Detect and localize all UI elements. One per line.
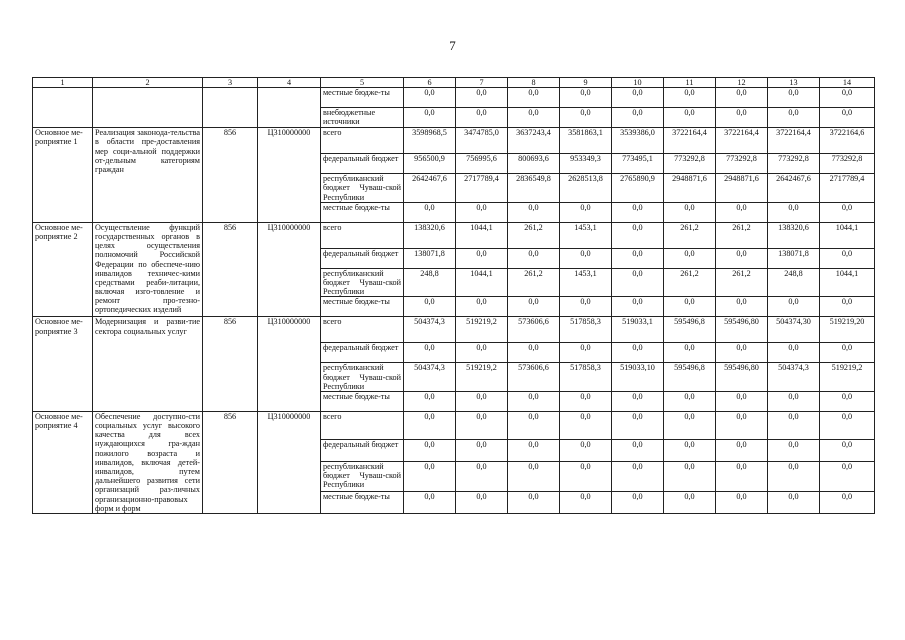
value-cell: 0,0 <box>456 461 508 492</box>
value-cell: 0,0 <box>404 411 456 439</box>
value-cell: 519033,1 <box>612 317 664 343</box>
value-cell: 0,0 <box>404 391 456 411</box>
value-cell: 800693,6 <box>508 154 560 174</box>
value-cell: 0,0 <box>612 411 664 439</box>
column-header: 12 <box>716 78 768 88</box>
value-cell: 0,0 <box>820 411 875 439</box>
value-cell: 953349,3 <box>560 154 612 174</box>
value-cell: 0,0 <box>404 202 456 222</box>
value-cell: 0,0 <box>560 492 612 514</box>
value-cell: 138320,6 <box>404 222 456 248</box>
value-cell: 2717789,4 <box>820 174 875 203</box>
value-cell: 0,0 <box>456 411 508 439</box>
value-cell: 0,0 <box>508 492 560 514</box>
value-cell: 138071,8 <box>404 248 456 268</box>
funding-source: федеральный бюджет <box>321 248 404 268</box>
page-number: 7 <box>449 38 456 53</box>
value-cell: 138320,6 <box>768 222 820 248</box>
value-cell: 248,8 <box>404 268 456 297</box>
column-header: 10 <box>612 78 664 88</box>
value-cell: 0,0 <box>404 297 456 317</box>
value-cell: 0,0 <box>716 88 768 108</box>
value-cell: 0,0 <box>456 248 508 268</box>
value-cell: 0,0 <box>508 391 560 411</box>
column-header: 5 <box>321 78 404 88</box>
value-cell: 1044,1 <box>820 268 875 297</box>
value-cell: 0,0 <box>716 411 768 439</box>
value-cell: 0,0 <box>508 88 560 108</box>
value-cell: 0,0 <box>768 343 820 363</box>
funding-source: республиканский бюджет Чуваш-ской Республики <box>321 461 404 492</box>
value-cell: 261,2 <box>508 268 560 297</box>
value-cell: 3637243,4 <box>508 128 560 154</box>
value-cell: 2642467,6 <box>404 174 456 203</box>
value-cell: 573606,6 <box>508 317 560 343</box>
value-cell: 0,0 <box>560 248 612 268</box>
value-cell: 773292,8 <box>716 154 768 174</box>
value-cell: 3581863,1 <box>560 128 612 154</box>
value-cell: 519219,2 <box>456 317 508 343</box>
table-row <box>33 317 875 343</box>
value-cell: 0,0 <box>560 461 612 492</box>
value-cell: 595496,8 <box>664 363 716 392</box>
value-cell: 0,0 <box>820 88 875 108</box>
funding-source: всего <box>321 411 404 439</box>
value-cell: 0,0 <box>612 202 664 222</box>
table-row <box>33 88 875 108</box>
value-cell: 1453,1 <box>560 222 612 248</box>
value-cell: 2642467,6 <box>768 174 820 203</box>
column-header: 7 <box>456 78 508 88</box>
value-cell: 0,0 <box>820 343 875 363</box>
column-header-row <box>33 78 875 88</box>
value-cell: 0,0 <box>508 411 560 439</box>
column-header: 14 <box>820 78 875 88</box>
value-cell: 0,0 <box>508 297 560 317</box>
value-cell: 3598968,5 <box>404 128 456 154</box>
value-cell: 504374,3 <box>404 317 456 343</box>
value-cell: 0,0 <box>612 297 664 317</box>
value-cell: 0,0 <box>508 343 560 363</box>
value-cell: 261,2 <box>664 222 716 248</box>
value-cell: 0,0 <box>768 461 820 492</box>
budget-class-code: Ц310000000 <box>258 128 321 223</box>
funding-source: федеральный бюджет <box>321 154 404 174</box>
value-cell: 1044,1 <box>456 222 508 248</box>
funding-source: местные бюдже-ты <box>321 202 404 222</box>
value-cell: 0,0 <box>612 268 664 297</box>
value-cell: 0,0 <box>716 391 768 411</box>
value-cell: 0,0 <box>664 248 716 268</box>
grbs-code: 856 <box>203 128 258 223</box>
value-cell: 519219,2 <box>820 363 875 392</box>
column-header: 1 <box>33 78 93 88</box>
value-cell: 0,0 <box>560 108 612 128</box>
column-header: 4 <box>258 78 321 88</box>
value-cell: 248,8 <box>768 268 820 297</box>
column-header: 11 <box>664 78 716 88</box>
value-cell: 0,0 <box>716 343 768 363</box>
value-cell: 0,0 <box>716 492 768 514</box>
value-cell: 3539386,0 <box>612 128 664 154</box>
column-header: 3 <box>203 78 258 88</box>
value-cell: 773292,8 <box>820 154 875 174</box>
value-cell: 2765890,9 <box>612 174 664 203</box>
value-cell: 0,0 <box>456 439 508 461</box>
value-cell: 0,0 <box>560 202 612 222</box>
value-cell: 3474785,0 <box>456 128 508 154</box>
value-cell: 0,0 <box>664 297 716 317</box>
value-cell: 2628513,8 <box>560 174 612 203</box>
value-cell: 1453,1 <box>560 268 612 297</box>
funding-source: республиканский бюджет Чуваш-ской Республики <box>321 363 404 392</box>
funding-source: федеральный бюджет <box>321 343 404 363</box>
event-cell <box>33 88 93 128</box>
value-cell: 138071,8 <box>768 248 820 268</box>
value-cell: 0,0 <box>664 88 716 108</box>
value-cell: 0,0 <box>456 202 508 222</box>
value-cell: 0,0 <box>404 492 456 514</box>
funding-source: всего <box>321 128 404 154</box>
value-cell: 0,0 <box>820 202 875 222</box>
value-cell: 504374,3 <box>404 363 456 392</box>
value-cell: 0,0 <box>768 391 820 411</box>
column-header: 2 <box>93 78 203 88</box>
value-cell: 0,0 <box>768 411 820 439</box>
value-cell: 3722164,6 <box>820 128 875 154</box>
funding-source: республиканский бюджет Чуваш-ской Республики <box>321 268 404 297</box>
funding-source: местные бюдже-ты <box>321 297 404 317</box>
value-cell: 0,0 <box>768 297 820 317</box>
value-cell: 261,2 <box>508 222 560 248</box>
value-cell: 261,2 <box>716 222 768 248</box>
grbs-code: 856 <box>203 317 258 412</box>
value-cell: 0,0 <box>560 439 612 461</box>
event-description: Модернизация и разви-тие сектора социальных услуг <box>93 317 203 412</box>
value-cell: 0,0 <box>612 88 664 108</box>
value-cell: 756995,6 <box>456 154 508 174</box>
value-cell: 3722164,4 <box>768 128 820 154</box>
value-cell: 0,0 <box>716 439 768 461</box>
value-cell: 2836549,8 <box>508 174 560 203</box>
value-cell: 0,0 <box>820 108 875 128</box>
value-cell: 0,0 <box>508 108 560 128</box>
value-cell: 0,0 <box>560 297 612 317</box>
value-cell: 0,0 <box>820 492 875 514</box>
value-cell: 0,0 <box>716 202 768 222</box>
value-cell: 0,0 <box>456 492 508 514</box>
value-cell: 0,0 <box>664 391 716 411</box>
value-cell: 0,0 <box>820 248 875 268</box>
value-cell: 773292,8 <box>768 154 820 174</box>
value-cell: 0,0 <box>612 439 664 461</box>
event-name: Основное ме-роприятие 4 <box>33 411 93 513</box>
value-cell: 261,2 <box>664 268 716 297</box>
value-cell: 504374,3 <box>768 363 820 392</box>
event-description: Осуществление функций государственных органов в целях осуществления полномочий Российской Федерации по обеспече-нию инвалидов техничес-кими средствами реаби-литации, включая изго-товление и ремонт про-тезно-ортопедических изделий <box>93 222 203 317</box>
value-cell: 0,0 <box>404 343 456 363</box>
funding-source: республиканский бюджет Чуваш-ской Республики <box>321 174 404 203</box>
value-cell: 0,0 <box>820 391 875 411</box>
value-cell: 504374,30 <box>768 317 820 343</box>
value-cell: 0,0 <box>612 343 664 363</box>
value-cell: 0,0 <box>716 297 768 317</box>
value-cell: 0,0 <box>404 439 456 461</box>
value-cell: 0,0 <box>508 439 560 461</box>
value-cell: 0,0 <box>716 108 768 128</box>
value-cell: 519219,2 <box>456 363 508 392</box>
funding-source: внебюджетные источники <box>321 108 404 128</box>
value-cell: 0,0 <box>768 439 820 461</box>
event-name: Основное ме-роприятие 1 <box>33 128 93 223</box>
value-cell: 0,0 <box>612 461 664 492</box>
value-cell: 0,0 <box>456 343 508 363</box>
value-cell: 0,0 <box>768 202 820 222</box>
value-cell: 517858,3 <box>560 317 612 343</box>
value-cell: 773292,8 <box>664 154 716 174</box>
value-cell: 595496,80 <box>716 317 768 343</box>
value-cell: 0,0 <box>612 222 664 248</box>
value-cell: 3722164,4 <box>716 128 768 154</box>
value-cell: 2717789,4 <box>456 174 508 203</box>
value-cell: 0,0 <box>664 461 716 492</box>
value-cell: 1044,1 <box>820 222 875 248</box>
grbs-code: 856 <box>203 222 258 317</box>
value-cell: 0,0 <box>664 202 716 222</box>
value-cell: 1044,1 <box>456 268 508 297</box>
event-name: Основное ме-роприятие 2 <box>33 222 93 317</box>
value-cell: 0,0 <box>508 202 560 222</box>
code-cell <box>258 88 321 128</box>
value-cell: 0,0 <box>456 88 508 108</box>
funding-source: местные бюдже-ты <box>321 492 404 514</box>
budget-class-code: Ц310000000 <box>258 411 321 513</box>
funding-source: местные бюдже-ты <box>321 391 404 411</box>
value-cell: 2948871,6 <box>664 174 716 203</box>
value-cell: 0,0 <box>664 343 716 363</box>
value-cell: 956500,9 <box>404 154 456 174</box>
value-cell: 517858,3 <box>560 363 612 392</box>
value-cell: 0,0 <box>508 461 560 492</box>
value-cell: 0,0 <box>560 391 612 411</box>
value-cell: 0,0 <box>664 108 716 128</box>
description-cell <box>93 88 203 128</box>
value-cell: 0,0 <box>716 248 768 268</box>
event-description: Реализация законода-тельства в области пре-доставления мер соци-альной поддержки от-дельным категориям граждан <box>93 128 203 223</box>
value-cell: 519033,10 <box>612 363 664 392</box>
value-cell: 0,0 <box>404 108 456 128</box>
funding-source: местные бюдже-ты <box>321 88 404 108</box>
table-row <box>33 411 875 439</box>
value-cell: 3722164,4 <box>664 128 716 154</box>
value-cell: 2948871,6 <box>716 174 768 203</box>
funding-source: федеральный бюджет <box>321 439 404 461</box>
value-cell: 0,0 <box>768 108 820 128</box>
event-description: Обеспечение доступно-сти социальных услуг высокого качества для всех нуждающихся гра-ждан пожилого возраста и инвалидов, включая детей-инвалидов, путем дальнейшего развития сети организаций раз-личных организационно-правовых форм и форм <box>93 411 203 513</box>
grbs-cell <box>203 88 258 128</box>
value-cell: 0,0 <box>820 461 875 492</box>
column-header: 9 <box>560 78 612 88</box>
value-cell: 0,0 <box>716 461 768 492</box>
value-cell: 0,0 <box>612 391 664 411</box>
value-cell: 0,0 <box>560 411 612 439</box>
value-cell: 0,0 <box>560 88 612 108</box>
value-cell: 0,0 <box>820 297 875 317</box>
table-row <box>33 128 875 154</box>
event-name: Основное ме-роприятие 3 <box>33 317 93 412</box>
value-cell: 0,0 <box>664 492 716 514</box>
budget-class-code: Ц310000000 <box>258 317 321 412</box>
value-cell: 0,0 <box>768 492 820 514</box>
value-cell: 0,0 <box>664 439 716 461</box>
grbs-code: 856 <box>203 411 258 513</box>
column-header: 8 <box>508 78 560 88</box>
value-cell: 595496,8 <box>664 317 716 343</box>
funding-source: всего <box>321 317 404 343</box>
value-cell: 0,0 <box>560 343 612 363</box>
value-cell: 261,2 <box>716 268 768 297</box>
value-cell: 0,0 <box>612 108 664 128</box>
value-cell: 0,0 <box>820 439 875 461</box>
value-cell: 519219,20 <box>820 317 875 343</box>
value-cell: 573606,6 <box>508 363 560 392</box>
column-header: 13 <box>768 78 820 88</box>
column-header: 6 <box>404 78 456 88</box>
table-row <box>33 222 875 248</box>
funding-table <box>32 77 875 514</box>
value-cell: 0,0 <box>456 108 508 128</box>
value-cell: 0,0 <box>456 391 508 411</box>
budget-class-code: Ц310000000 <box>258 222 321 317</box>
value-cell: 595496,80 <box>716 363 768 392</box>
value-cell: 0,0 <box>612 248 664 268</box>
value-cell: 773495,1 <box>612 154 664 174</box>
funding-source: всего <box>321 222 404 248</box>
value-cell: 0,0 <box>404 88 456 108</box>
value-cell: 0,0 <box>404 461 456 492</box>
value-cell: 0,0 <box>612 492 664 514</box>
value-cell: 0,0 <box>456 297 508 317</box>
value-cell: 0,0 <box>508 248 560 268</box>
value-cell: 0,0 <box>768 88 820 108</box>
value-cell: 0,0 <box>664 411 716 439</box>
